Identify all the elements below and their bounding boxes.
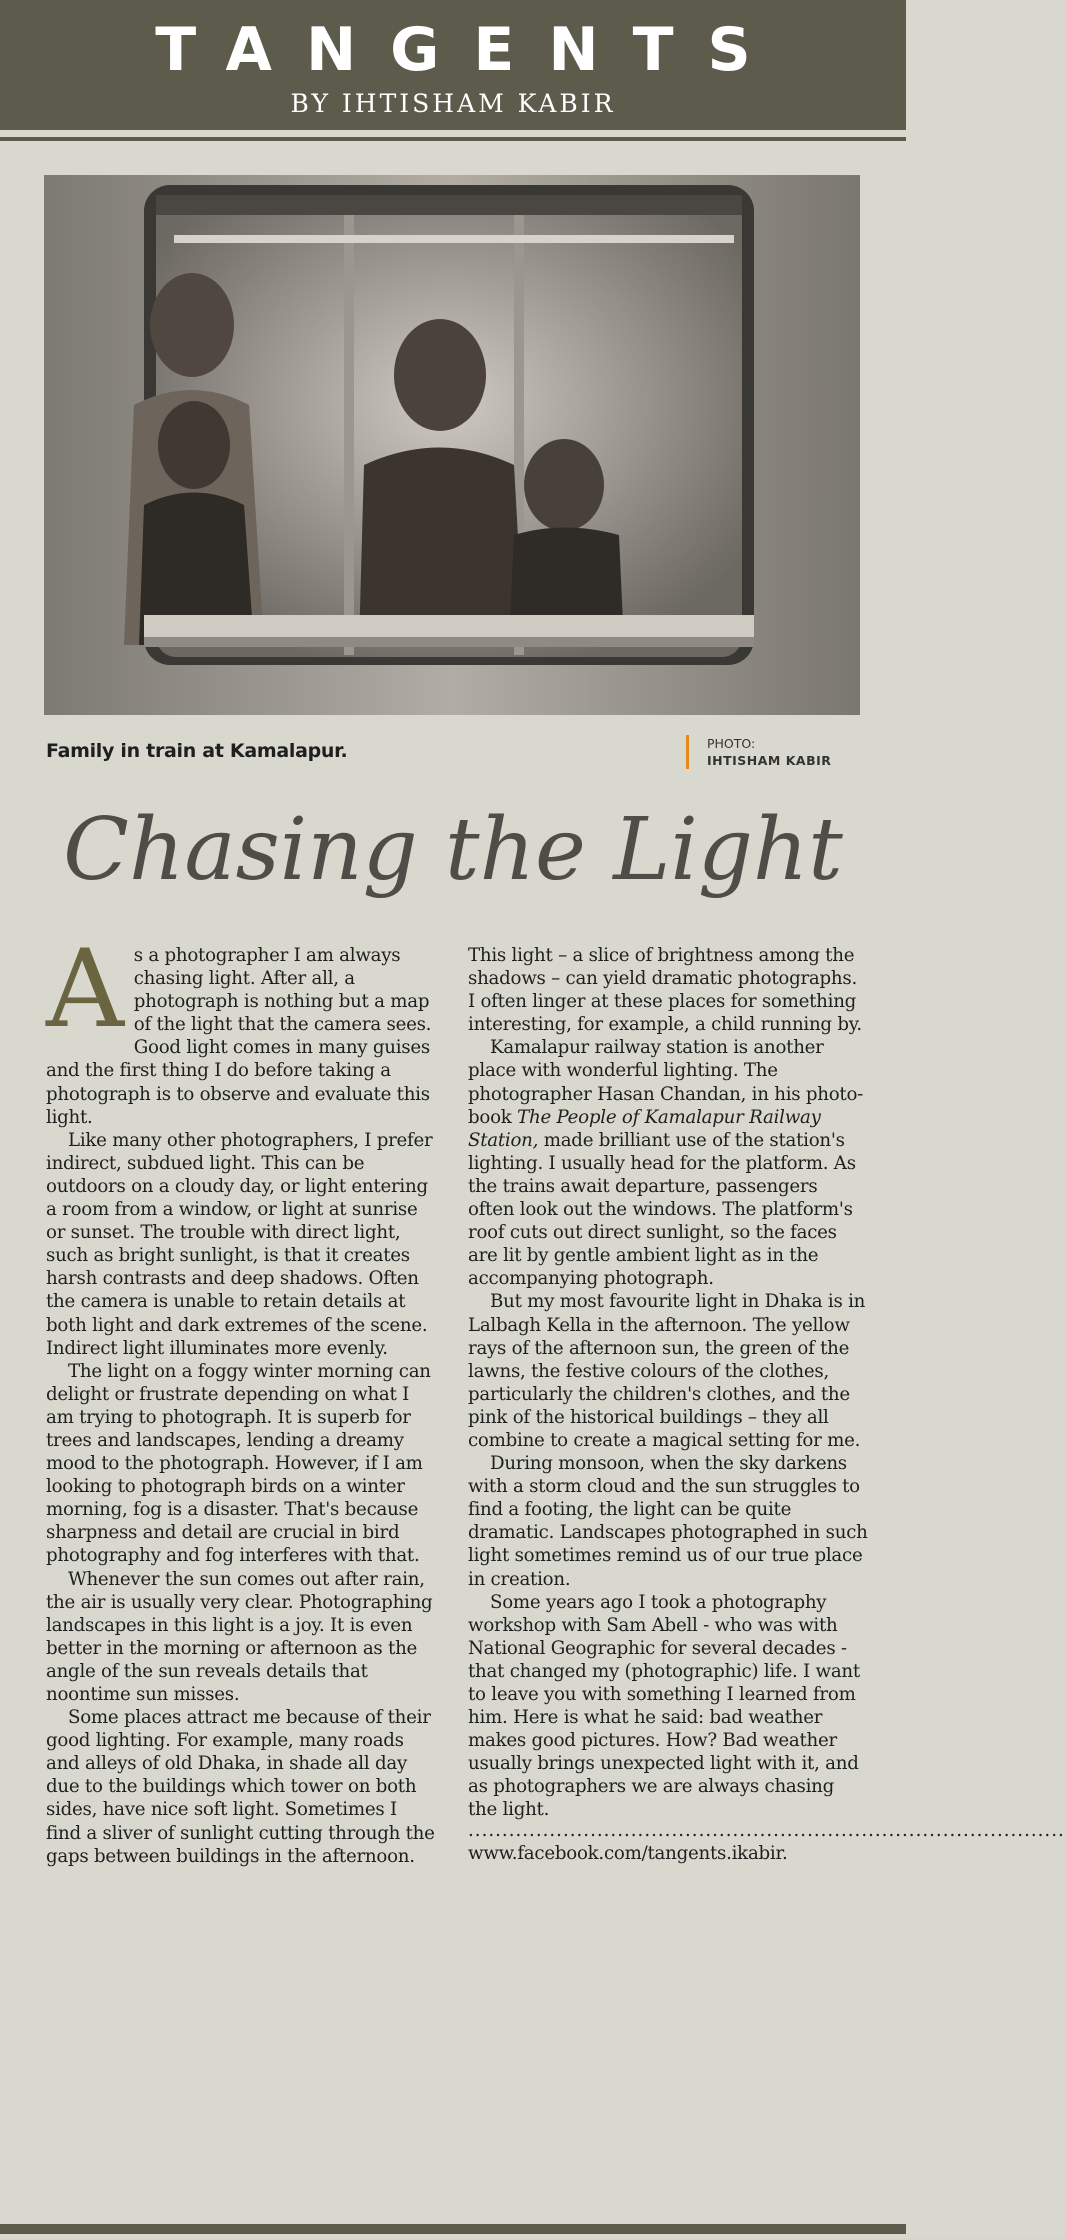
article-paragraph: This light – a slice of brightness among the shadows – can yield dramatic photographs. I often linger at these places for something interesting, for example, a child running by.: [468, 945, 862, 1036]
article-paragraph: Like many other photographers, I prefer indirect, subdued light. This can be outdoors on a cloudy day, or light entering a room from a window, or light at sunrise or sunset. The trouble with direct light, such as bright sunlight, is that it creates harsh contrasts and deep shadows. Often the camera is unable to retain details at both light and dark extremes of the scene. Indirect light illuminates more evenly.: [46, 1129, 433, 1359]
photo-credit-label: PHOTO:: [707, 736, 756, 751]
article-photo: [44, 175, 860, 715]
article-paragraph: Kamalapur railway station is another place with wonderful lighting. The photographer Hasan Chandan, in his photo-book The People of Kamalapur Railway Station, made brilliant use of the station's lighting. I usually head for the platform. As the trains await departure, passengers often look out the windows. The platform's roof cuts out direct sunlight, so the faces are lit by gentle ambient light as in the accompanying photograph.: [468, 1037, 864, 1290]
article-headline: Chasing the Light: [63, 800, 843, 900]
article-paragraph: Some years ago I took a photography workshop with Sam Abell - who was with National Geographic for several decades - that changed my (photographic) life. I want to leave you with something I learned from him. Here is what he said: bad weather makes good pictures. How? Bad weather usually brings unexpected light with it, and as photographers we are always chasing the light.: [468, 1591, 860, 1821]
byline: BY IHTISHAM KABIR: [290, 89, 616, 118]
separator-dots: ........................................................................................: [468, 1819, 1065, 1841]
footer-link[interactable]: www.facebook.com/tangents.ikabir.: [468, 1842, 788, 1864]
book-title: The People of Kamalapur Railway Station,: [468, 1106, 821, 1151]
article-column-left: [46, 927, 436, 1868]
article-paragraph: Whenever the sun comes out after rain, the air is usually very clear. Photographing landscapes in this light is a joy. It is even better in the morning or afternoon as the angle of the sun reveals details that noontime sun misses.: [46, 1568, 433, 1705]
photo-credit-name: IHTISHAM KABIR: [707, 753, 832, 768]
photo-caption: Family in train at Kamalapur.: [46, 740, 348, 762]
article-paragraph: The light on a foggy winter morning can delight or frustrate depending on what I am trying to photograph. It is superb for trees and landscapes, lending a dreamy mood to the photograph. However, if I am looking to photograph birds on a winter morning, fog is a disaster. That's because sharpness and detail are crucial in bird photography and fog interferes with that.: [46, 1360, 431, 1567]
bottom-rule: [0, 2224, 906, 2234]
article-paragraph: As a photographer I am always chasing light. After all, a photograph is nothing but a map of the light that the camera sees. Good light comes in many guises and the first thing I do before taking a photograph is to observe and evaluate this light.: [46, 927, 432, 1128]
photo-illustration: [44, 175, 860, 715]
photo-credit: [686, 735, 831, 769]
article-column-right: [468, 944, 1065, 1865]
article-paragraph: During monsoon, when the sky darkens with a storm cloud and the sun struggles to find a footing, the light can be quite dramatic. Landscapes photographed in such light sometimes remind us of our true place in creation.: [468, 1453, 868, 1590]
article-paragraph: Some places attract me because of their good lighting. For example, many roads and alleys of old Dhaka, in shade all day due to the buildings which tower on both sides, have nice soft light. Sometimes I find a sliver of sunlight cutting through the gaps between buildings in the afternoon.: [46, 1707, 435, 1867]
top-rule: [0, 137, 906, 141]
article-paragraph: But my most favourite light in Dhaka is in Lalbagh Kella in the afternoon. The yellow rays of the afternoon sun, the green of the lawns, the festive colours of the clothes, particularly the children's clothes, and the pink of the historical buildings – they all combine to create a magical setting for me.: [468, 1291, 866, 1451]
masthead: [0, 0, 906, 130]
column-name: TANGENTS: [155, 15, 785, 85]
drop-cap: A: [46, 927, 124, 1052]
